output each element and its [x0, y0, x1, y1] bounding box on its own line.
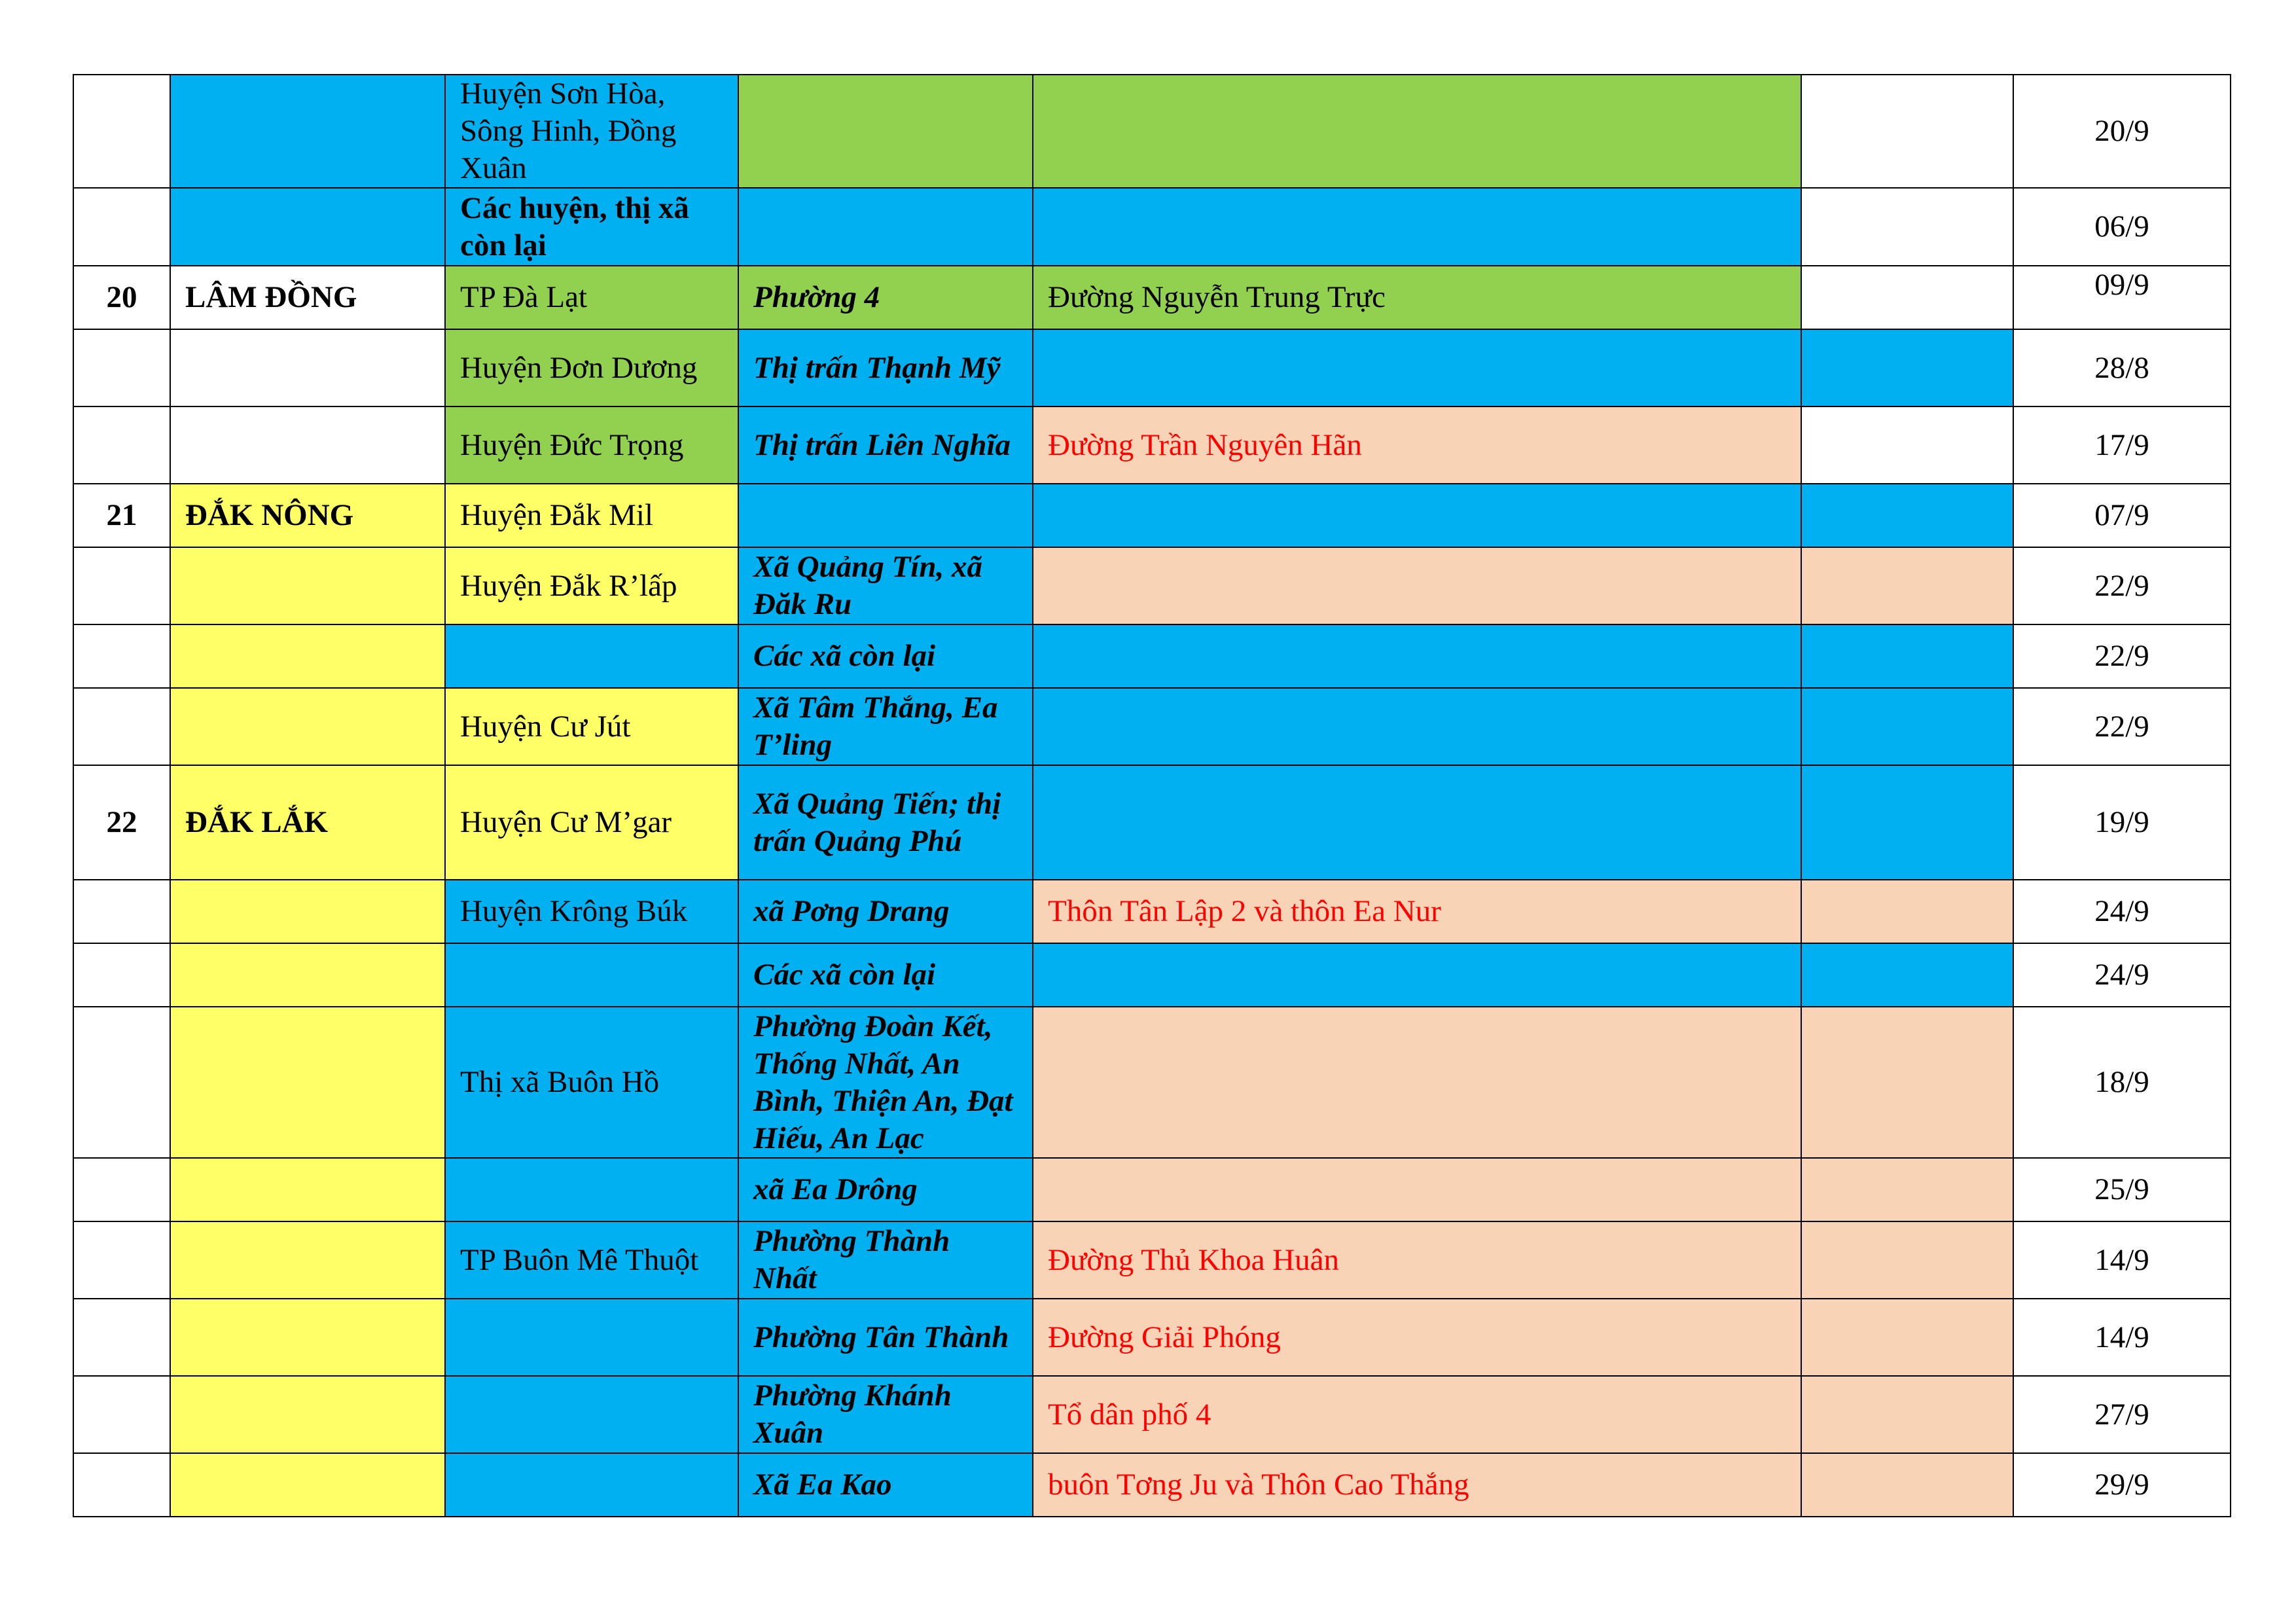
- extra-cell: [1801, 406, 2013, 484]
- row-number: [73, 547, 170, 624]
- province-name: [170, 880, 445, 943]
- ward-name: Phường 4: [738, 266, 1033, 329]
- table-row: [73, 624, 2231, 688]
- date-cell: 17/9: [2013, 406, 2231, 484]
- ward-name: Xã Quảng Tiến; thị trấn Quảng Phú: [738, 765, 1033, 880]
- province-name: [170, 1453, 445, 1517]
- district-name: [445, 1158, 738, 1221]
- extra-cell: [1801, 943, 2013, 1007]
- table-row: [73, 765, 2231, 880]
- extra-cell: [1801, 75, 2013, 188]
- row-number: [73, 1453, 170, 1517]
- ward-name: [738, 484, 1033, 547]
- ward-name: Xã Quảng Tín, xã Đăk Ru: [738, 547, 1033, 624]
- date-cell: 22/9: [2013, 547, 2231, 624]
- table-row: [73, 1376, 2231, 1453]
- province-name: ĐẮK LẮK: [170, 765, 445, 880]
- table-row: [73, 1007, 2231, 1158]
- date-cell: 22/9: [2013, 688, 2231, 765]
- district-name: [445, 1453, 738, 1517]
- extra-cell: [1801, 1221, 2013, 1299]
- extra-cell: [1801, 329, 2013, 406]
- street-name: [1033, 1007, 1801, 1158]
- district-name: [445, 1376, 738, 1453]
- district-name: Thị xã Buôn Hồ: [445, 1007, 738, 1158]
- table-row: [73, 1221, 2231, 1299]
- row-number: 22: [73, 765, 170, 880]
- extra-cell: [1801, 688, 2013, 765]
- table-row: [73, 880, 2231, 943]
- street-name: [1033, 188, 1801, 266]
- province-name: [170, 1007, 445, 1158]
- table-row: [73, 688, 2231, 765]
- date-cell: 24/9: [2013, 880, 2231, 943]
- extra-cell: [1801, 188, 2013, 266]
- ward-name: Thị trấn Liên Nghĩa: [738, 406, 1033, 484]
- date-cell: 14/9: [2013, 1221, 2231, 1299]
- date-cell: 18/9: [2013, 1007, 2231, 1158]
- district-name: TP Buôn Mê Thuột: [445, 1221, 738, 1299]
- province-name: [170, 1158, 445, 1221]
- row-number: [73, 75, 170, 188]
- row-number: 20: [73, 266, 170, 329]
- district-name: Huyện Đắk R’lấp: [445, 547, 738, 624]
- extra-cell: [1801, 547, 2013, 624]
- row-number: [73, 1376, 170, 1453]
- street-name: [1033, 943, 1801, 1007]
- schedule-table-body: [73, 75, 2231, 1517]
- row-number: [73, 188, 170, 266]
- street-name: [1033, 1158, 1801, 1221]
- district-name: Huyện Sơn Hòa, Sông Hinh, Đồng Xuân: [445, 75, 738, 188]
- street-name: buôn Tơng Ju và Thôn Cao Thắng: [1033, 1453, 1801, 1517]
- province-name: [170, 943, 445, 1007]
- extra-cell: [1801, 484, 2013, 547]
- row-number: [73, 406, 170, 484]
- table-row: [73, 547, 2231, 624]
- table-row: [73, 484, 2231, 547]
- street-name: [1033, 484, 1801, 547]
- ward-name: Xã Tâm Thắng, Ea T’ling: [738, 688, 1033, 765]
- row-number: [73, 880, 170, 943]
- ward-name: Các xã còn lại: [738, 943, 1033, 1007]
- date-cell: 07/9: [2013, 484, 2231, 547]
- table-row: [73, 266, 2231, 329]
- district-name: Các huyện, thị xã còn lại: [445, 188, 738, 266]
- row-number: [73, 688, 170, 765]
- table-row: [73, 75, 2231, 188]
- ward-name: [738, 75, 1033, 188]
- row-number: 21: [73, 484, 170, 547]
- street-name: [1033, 75, 1801, 188]
- ward-name: [738, 188, 1033, 266]
- row-number: [73, 329, 170, 406]
- table-row: [73, 943, 2231, 1007]
- street-name: Đường Thủ Khoa Huân: [1033, 1221, 1801, 1299]
- ward-name: Xã Ea Kao: [738, 1453, 1033, 1517]
- row-number: [73, 1221, 170, 1299]
- ward-name: Thị trấn Thạnh Mỹ: [738, 329, 1033, 406]
- table-row: [73, 1299, 2231, 1376]
- extra-cell: [1801, 266, 2013, 329]
- street-name: Thôn Tân Lập 2 và thôn Ea Nur: [1033, 880, 1801, 943]
- province-name: [170, 406, 445, 484]
- province-name: [170, 329, 445, 406]
- date-cell: 19/9: [2013, 765, 2231, 880]
- province-name: [170, 1221, 445, 1299]
- ward-name: Các xã còn lại: [738, 624, 1033, 688]
- district-name: [445, 943, 738, 1007]
- extra-cell: [1801, 880, 2013, 943]
- date-cell: 09/9: [2013, 266, 2231, 329]
- district-name: Huyện Đức Trọng: [445, 406, 738, 484]
- table-row: [73, 329, 2231, 406]
- row-number: [73, 1007, 170, 1158]
- street-name: Đường Trần Nguyên Hãn: [1033, 406, 1801, 484]
- date-cell: 24/9: [2013, 943, 2231, 1007]
- province-name: [170, 1299, 445, 1376]
- street-name: [1033, 765, 1801, 880]
- street-name: Tổ dân phố 4: [1033, 1376, 1801, 1453]
- date-cell: 27/9: [2013, 1376, 2231, 1453]
- province-name: [170, 624, 445, 688]
- province-name: [170, 75, 445, 188]
- district-name: Huyện Krông Búk: [445, 880, 738, 943]
- ward-name: xã Pơng Drang: [738, 880, 1033, 943]
- district-name: Huyện Cư M’gar: [445, 765, 738, 880]
- street-name: [1033, 688, 1801, 765]
- date-cell: 28/8: [2013, 329, 2231, 406]
- table-row: [73, 406, 2231, 484]
- ward-name: Phường Đoàn Kết, Thống Nhất, An Bình, Thiện An, Đạt Hiếu, An Lạc: [738, 1007, 1033, 1158]
- table-row: [73, 1453, 2231, 1517]
- extra-cell: [1801, 1453, 2013, 1517]
- table-row: [73, 1158, 2231, 1221]
- province-name: [170, 1376, 445, 1453]
- province-name: [170, 688, 445, 765]
- extra-cell: [1801, 1158, 2013, 1221]
- date-cell: 25/9: [2013, 1158, 2231, 1221]
- row-number: [73, 943, 170, 1007]
- ward-name: Phường Tân Thành: [738, 1299, 1033, 1376]
- district-name: TP Đà Lạt: [445, 266, 738, 329]
- street-name: Đường Giải Phóng: [1033, 1299, 1801, 1376]
- province-name: LÂM ĐỒNG: [170, 266, 445, 329]
- street-name: [1033, 624, 1801, 688]
- district-name: [445, 1299, 738, 1376]
- ward-name: Phường Khánh Xuân: [738, 1376, 1033, 1453]
- date-cell: 29/9: [2013, 1453, 2231, 1517]
- date-cell: 22/9: [2013, 624, 2231, 688]
- schedule-table: [73, 74, 2231, 1517]
- date-cell: 14/9: [2013, 1299, 2231, 1376]
- province-name: ĐẮK NÔNG: [170, 484, 445, 547]
- extra-cell: [1801, 1376, 2013, 1453]
- row-number: [73, 1299, 170, 1376]
- date-cell: 06/9: [2013, 188, 2231, 266]
- table-row: [73, 188, 2231, 266]
- district-name: Huyện Đắk Mil: [445, 484, 738, 547]
- ward-name: xã Ea Drông: [738, 1158, 1033, 1221]
- extra-cell: [1801, 1299, 2013, 1376]
- district-name: Huyện Cư Jút: [445, 688, 738, 765]
- district-name: [445, 624, 738, 688]
- extra-cell: [1801, 1007, 2013, 1158]
- street-name: Đường Nguyễn Trung Trực: [1033, 266, 1801, 329]
- row-number: [73, 1158, 170, 1221]
- district-name: Huyện Đơn Dương: [445, 329, 738, 406]
- street-name: [1033, 329, 1801, 406]
- province-name: [170, 547, 445, 624]
- ward-name: Phường Thành Nhất: [738, 1221, 1033, 1299]
- province-name: [170, 188, 445, 266]
- row-number: [73, 624, 170, 688]
- extra-cell: [1801, 765, 2013, 880]
- extra-cell: [1801, 624, 2013, 688]
- date-cell: 20/9: [2013, 75, 2231, 188]
- street-name: [1033, 547, 1801, 624]
